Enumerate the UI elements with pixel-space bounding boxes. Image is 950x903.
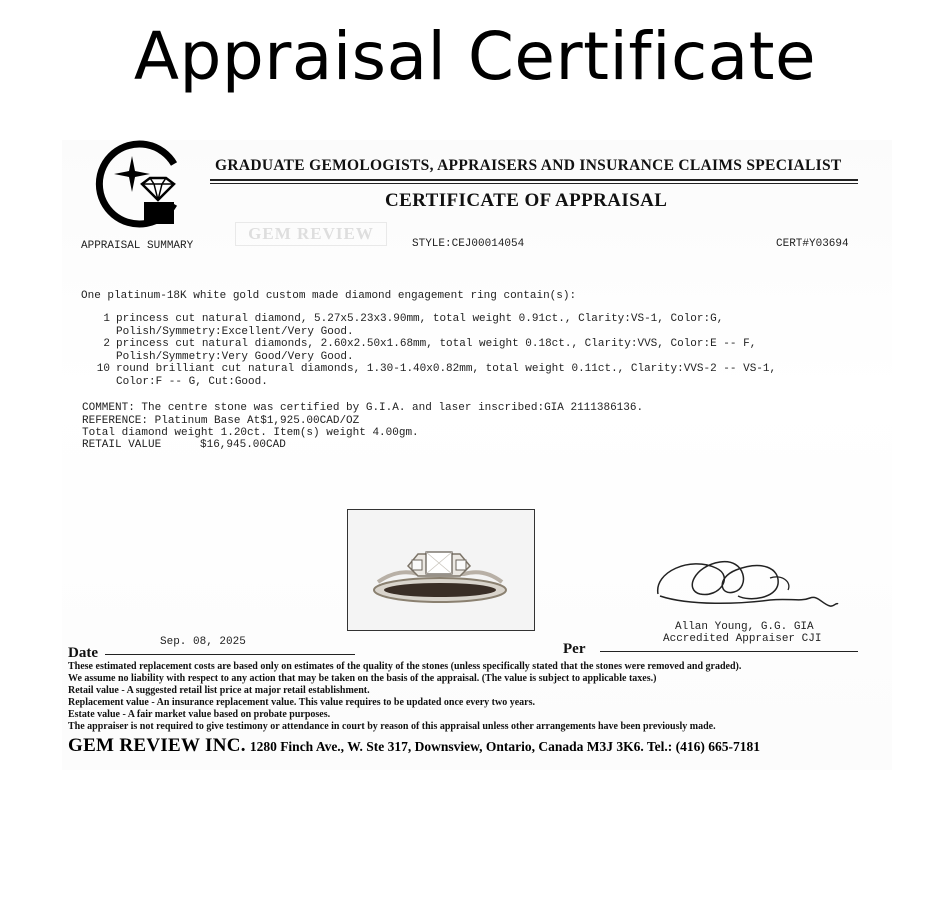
fine-print-line: Retail value - A suggested retail list price at major retail establishment. — [68, 685, 370, 696]
fine-print-line: Replacement value - An insurance replacement value. This value requires to be updated once every two years. — [68, 697, 536, 708]
per-label: Per — [563, 641, 586, 657]
certificate-title: CERTIFICATE OF APPRAISAL — [385, 190, 668, 211]
comment-line: COMMENT: The centre stone was certified by G.I.A. and laser inscribed:GIA 2111386136. — [82, 402, 644, 414]
header-rule — [210, 179, 858, 181]
appraiser-title: Accredited Appraiser CJI — [663, 633, 822, 645]
stone-details: princess cut natural diamonds, 2.60x2.50x1.68mm, total weight 0.18ct., Clarity:VVS, Color:E -- F, — [116, 338, 757, 350]
certificate-number: CERT#Y03694 — [776, 238, 849, 250]
style-number: STYLE:CEJ00014054 — [412, 238, 525, 250]
company-footer — [68, 735, 760, 757]
stone-polish: Polish/Symmetry:Very Good/Very Good. — [116, 351, 354, 363]
stone-polish: Polish/Symmetry:Excellent/Very Good. — [116, 326, 354, 338]
retail-value: $16,945.00CAD — [200, 439, 286, 451]
stone-qty: 1 — [103, 313, 110, 325]
watermark-text: GEM REVIEW — [235, 222, 387, 246]
fine-print-line: Estate value - A fair market value based on probate purposes. — [68, 709, 331, 720]
per-underline — [600, 651, 858, 652]
stone-polish: Color:F -- G, Cut:Good. — [116, 376, 268, 388]
ring-image-icon — [348, 510, 534, 630]
stone-details: princess cut natural diamond, 5.27x5.23x3.90mm, total weight 0.91ct., Clarity:VS-1, Color:G, — [116, 313, 724, 325]
page-heading: Appraisal Certificate — [133, 18, 817, 95]
date-underline — [105, 654, 355, 655]
retail-value-label: RETAIL VALUE — [82, 439, 162, 451]
firm-line: GRADUATE GEMOLOGISTS, APPRAISERS AND INSURANCE CLAIMS SPECIALIST — [215, 157, 842, 174]
gem-logo-icon — [92, 138, 184, 230]
header-rule-thin — [210, 183, 858, 184]
item-description: One platinum-18K white gold custom made diamond engagement ring contain(s): — [81, 290, 577, 302]
appraiser-name: Allan Young, G.G. GIA — [675, 621, 814, 633]
ring-photo — [347, 509, 535, 631]
total-weight-line: Total diamond weight 1.20ct. Item(s) weight 4.00gm. — [82, 427, 419, 439]
stone-details: round brilliant cut natural diamonds, 1.30-1.40x0.82mm, total weight 0.11ct., Clarity:VVS-2 -- VS-1, — [116, 363, 777, 375]
appraisal-summary-label: APPRAISAL SUMMARY — [81, 240, 194, 252]
reference-line: REFERENCE: Platinum Base At$1,925.00CAD/OZ — [82, 415, 360, 427]
appraiser-signature — [650, 548, 840, 618]
stone-qty: 10 — [96, 363, 110, 375]
company-address: 1280 Finch Ave., W. Ste 317, Downsview, Ontario, Canada M3J 3K6. Tel.: (416) 665-7181 — [249, 739, 760, 754]
fine-print-line: These estimated replacement costs are based only on estimates of the quality of the stones (unless specifically stated that the stones were removed and graded). — [68, 661, 742, 672]
fine-print-line: The appraiser is not required to give testimony or attendance in court by reason of this appraisal unless other arrangements have been previously made. — [68, 721, 716, 732]
date-label: Date — [68, 645, 98, 661]
stone-qty: 2 — [103, 338, 110, 350]
fine-print-line: We assume no liability with respect to any action that may be taken on the basis of the appraisal. (The value is subject to applicable taxes.) — [68, 673, 657, 684]
date-value: Sep. 08, 2025 — [160, 636, 246, 648]
company-name: GEM REVIEW INC. — [68, 735, 246, 756]
